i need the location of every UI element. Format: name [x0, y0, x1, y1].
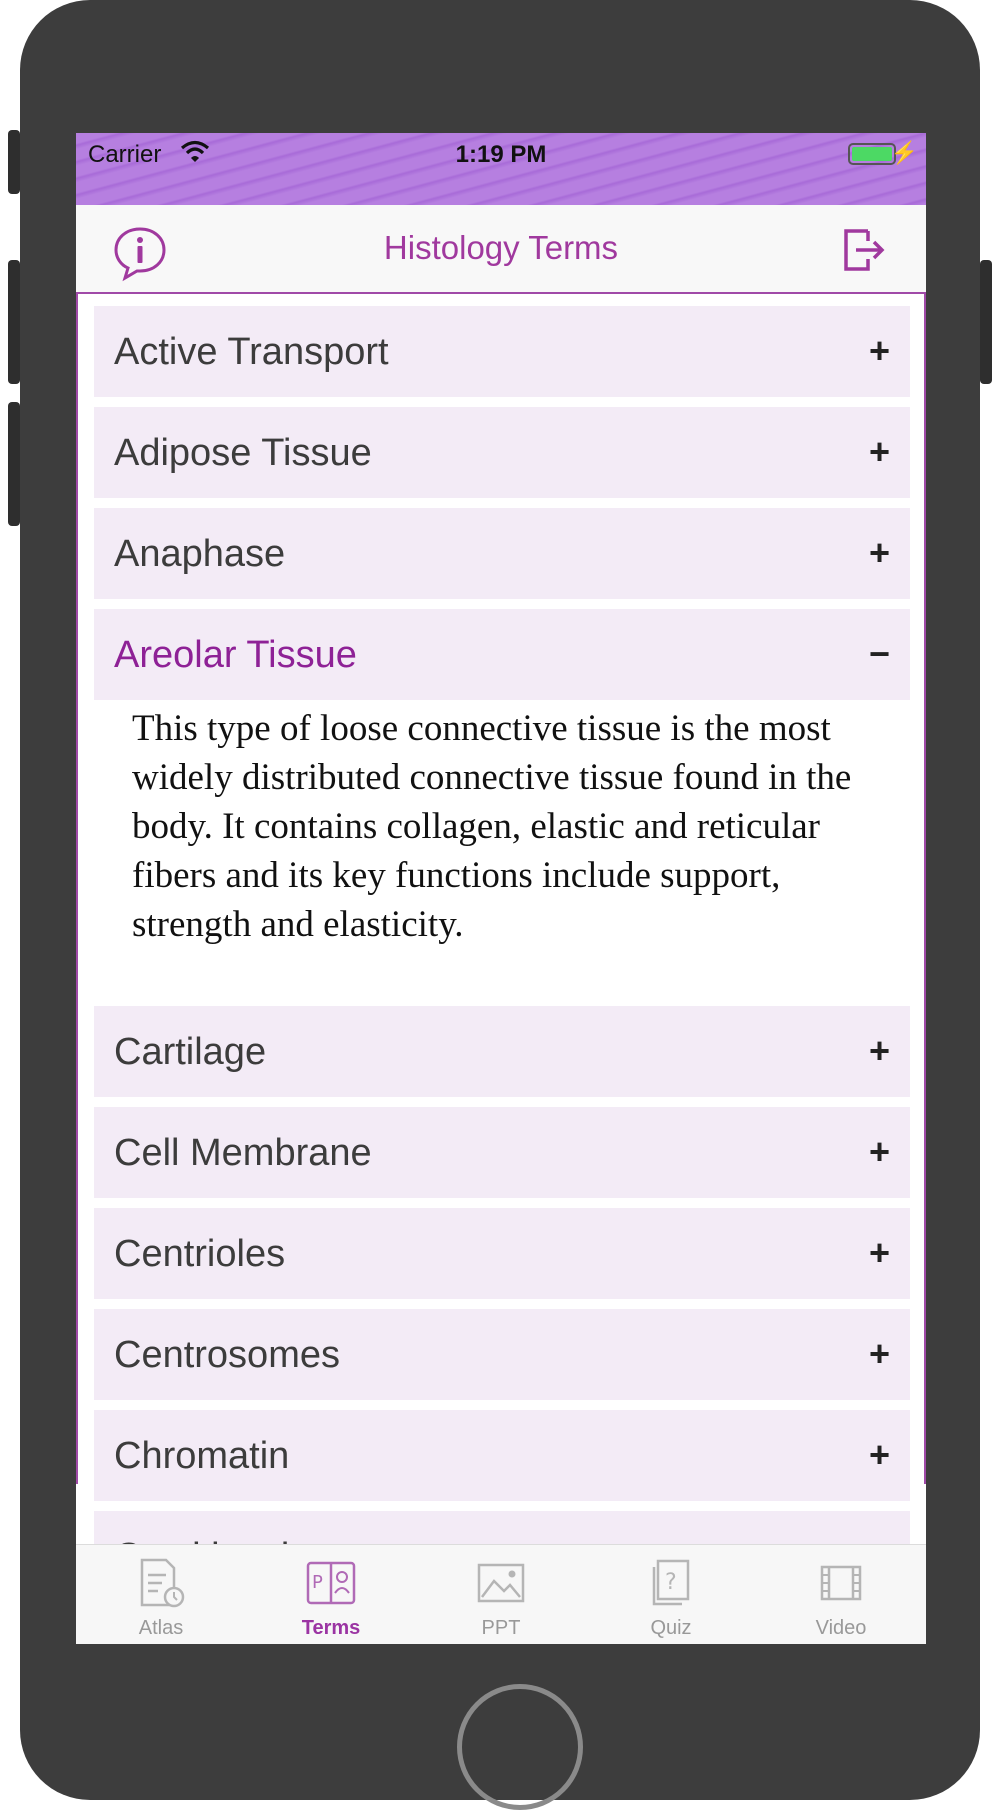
term-row[interactable]: [94, 508, 910, 599]
term-row[interactable]: [94, 1208, 910, 1299]
expand-icon[interactable]: +: [868, 532, 890, 573]
expand-icon[interactable]: +: [868, 1232, 890, 1273]
tab-label: Video: [815, 1617, 867, 1639]
tab-video[interactable]: [756, 1545, 926, 1645]
tab-label: Atlas: [138, 1617, 184, 1639]
app-screen: [76, 133, 926, 1644]
term-description: This type of loose connective tissue is the most widely distributed connective tissue found in the body. It contains collagen, elastic and reticular fibers and its key functions include support, strength and elasticity.: [132, 708, 852, 945]
term-row-expanded[interactable]: [94, 609, 910, 700]
carrier-label: Carrier: [88, 141, 162, 168]
terms-list[interactable]: [76, 294, 926, 1484]
term-row[interactable]: [94, 1309, 910, 1400]
svg-text:?: ?: [665, 1570, 677, 1595]
collapse-icon[interactable]: −: [868, 633, 890, 674]
charging-icon: ⚡: [890, 140, 918, 165]
tab-ppt[interactable]: [416, 1545, 586, 1645]
video-icon: [816, 1557, 866, 1609]
tab-atlas[interactable]: [76, 1545, 246, 1645]
term-row[interactable]: [94, 1410, 910, 1501]
svg-text:P: P: [312, 1572, 323, 1593]
tab-terms[interactable]: [246, 1545, 416, 1645]
tab-quiz[interactable]: [586, 1545, 756, 1645]
term-row[interactable]: [94, 1006, 910, 1097]
volume-up-button: [8, 260, 20, 384]
clock: 1:19 PM: [455, 141, 547, 168]
tab-label: Quiz: [650, 1617, 692, 1639]
home-button[interactable]: [457, 1684, 583, 1810]
quiz-icon: [646, 1557, 696, 1609]
logout-icon[interactable]: [840, 227, 886, 273]
expand-icon[interactable]: +: [868, 330, 890, 371]
term-row[interactable]: [94, 1107, 910, 1198]
image-icon: [476, 1557, 526, 1609]
status-bar: [76, 133, 926, 205]
expand-icon[interactable]: +: [868, 1434, 890, 1475]
term-label: Centrioles: [114, 1233, 286, 1275]
tab-label: Terms: [301, 1617, 361, 1639]
tab-label: PPT: [481, 1617, 521, 1639]
volume-down-button: [8, 402, 20, 526]
mute-switch: [8, 130, 20, 194]
term-label: Active Transport: [114, 331, 389, 373]
expand-icon[interactable]: +: [868, 1131, 890, 1172]
expand-icon[interactable]: +: [868, 1030, 890, 1071]
expand-icon[interactable]: +: [868, 1333, 890, 1374]
power-button: [980, 260, 992, 384]
term-row[interactable]: [94, 407, 910, 498]
term-label: Cartilage: [114, 1031, 267, 1073]
term-label: Chromatin: [114, 1435, 290, 1477]
term-label: Adipose Tissue: [114, 432, 372, 474]
tab-bar: [76, 1544, 926, 1644]
term-label: Cell Membrane: [114, 1132, 372, 1174]
term-label: Anaphase: [114, 533, 286, 575]
page-title: Histology Terms: [383, 229, 619, 266]
atlas-icon: [136, 1557, 186, 1609]
expand-icon[interactable]: +: [868, 431, 890, 472]
term-row[interactable]: [94, 306, 910, 397]
navigation-bar: [76, 205, 926, 294]
terms-icon: [306, 1557, 356, 1609]
term-label: Centrosomes: [114, 1334, 340, 1376]
battery-icon: [848, 143, 896, 165]
term-label: Areolar Tissue: [114, 634, 357, 676]
